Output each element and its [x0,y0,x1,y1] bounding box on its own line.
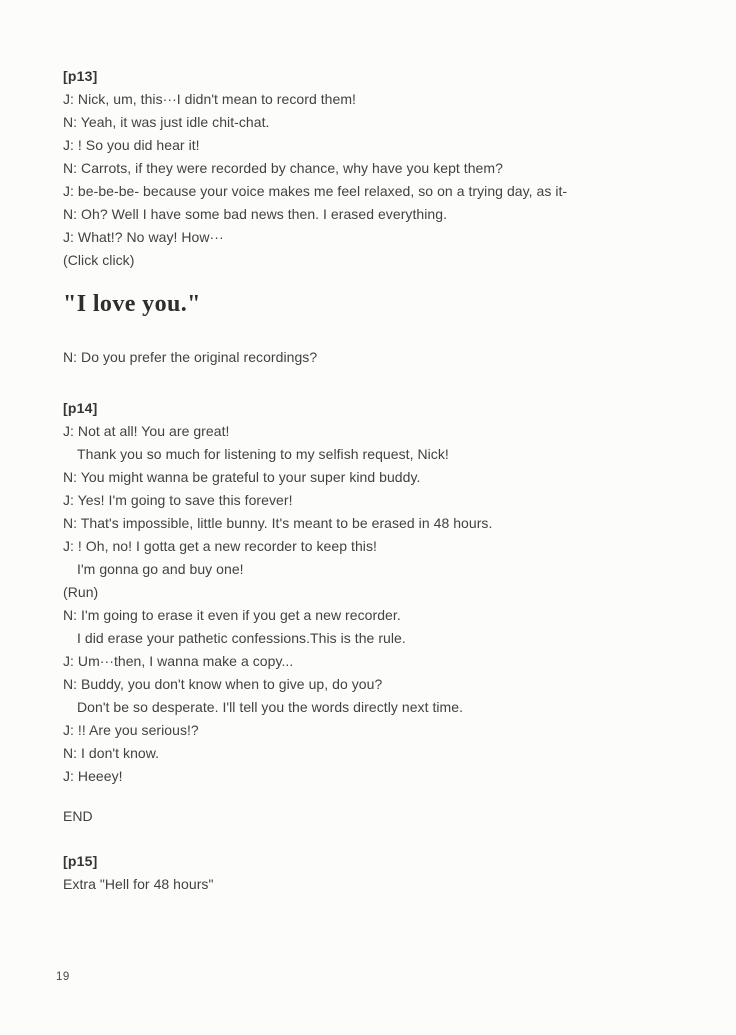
dialogue-line: (Run) [63,584,99,600]
dialogue-line: J: What!? No way! How··· [63,229,224,245]
dialogue-line: N: Buddy, you don't know when to give up, do you? [63,676,383,692]
dialogue-line: J: Nick, um, this···I didn't mean to record them! [63,91,356,107]
dialogue-line: J: ! Oh, no! I gotta get a new recorder to keep this! [63,538,377,554]
dialogue-line: (Click click) [63,252,135,268]
dialogue-line: END [63,808,93,824]
dialogue-line: N: You might wanna be grateful to your super kind buddy. [63,469,421,485]
transcript-body [63,65,688,896]
dialogue-line: N: That's impossible, little bunny. It's meant to be erased in 48 hours. [63,515,493,531]
dialogue-line: N: Yeah, it was just idle chit-chat. [63,114,270,130]
dialogue-line: N: I'm going to erase it even if you get a new recorder. [63,607,401,623]
page-number: 19 [56,971,70,983]
spacer [63,369,688,397]
spacer [63,272,688,289]
dialogue-line-continuation: Thank you so much for listening to my selfish request, Nick! [77,446,449,462]
quote-heading: "I love you." [63,291,201,317]
spacer [63,319,688,346]
dialogue-line: J: be-be-be- because your voice makes me feel relaxed, so on a trying day, as it- [63,183,568,199]
dialogue-line: J: Um···then, I wanna make a copy... [63,653,294,669]
dialogue-line: Extra "Hell for 48 hours" [63,876,214,892]
section-header: [p14] [63,400,98,416]
dialogue-line: N: I don't know. [63,745,160,761]
dialogue-line: N: Oh? Well I have some bad news then. I erased everything. [63,206,448,222]
spacer [63,788,688,805]
dialogue-line: N: Do you prefer the original recordings? [63,349,318,365]
dialogue-line: J: Heeey! [63,768,123,784]
dialogue-line-continuation: I'm gonna go and buy one! [77,561,244,577]
dialogue-line-continuation: I did erase your pathetic confessions.This is the rule. [77,630,406,646]
dialogue-line: J: !! Are you serious!? [63,722,199,738]
section-header: [p15] [63,853,98,869]
dialogue-line: J: Not at all! You are great! [63,423,230,439]
dialogue-line: N: Carrots, if they were recorded by chance, why have you kept them? [63,160,503,176]
dialogue-line: J: Yes! I'm going to save this forever! [63,492,293,508]
spacer [63,828,688,850]
section-header: [p13] [63,68,98,84]
dialogue-line-continuation: Don't be so desperate. I'll tell you the words directly next time. [77,699,464,715]
dialogue-line: J: ! So you did hear it! [63,137,200,153]
